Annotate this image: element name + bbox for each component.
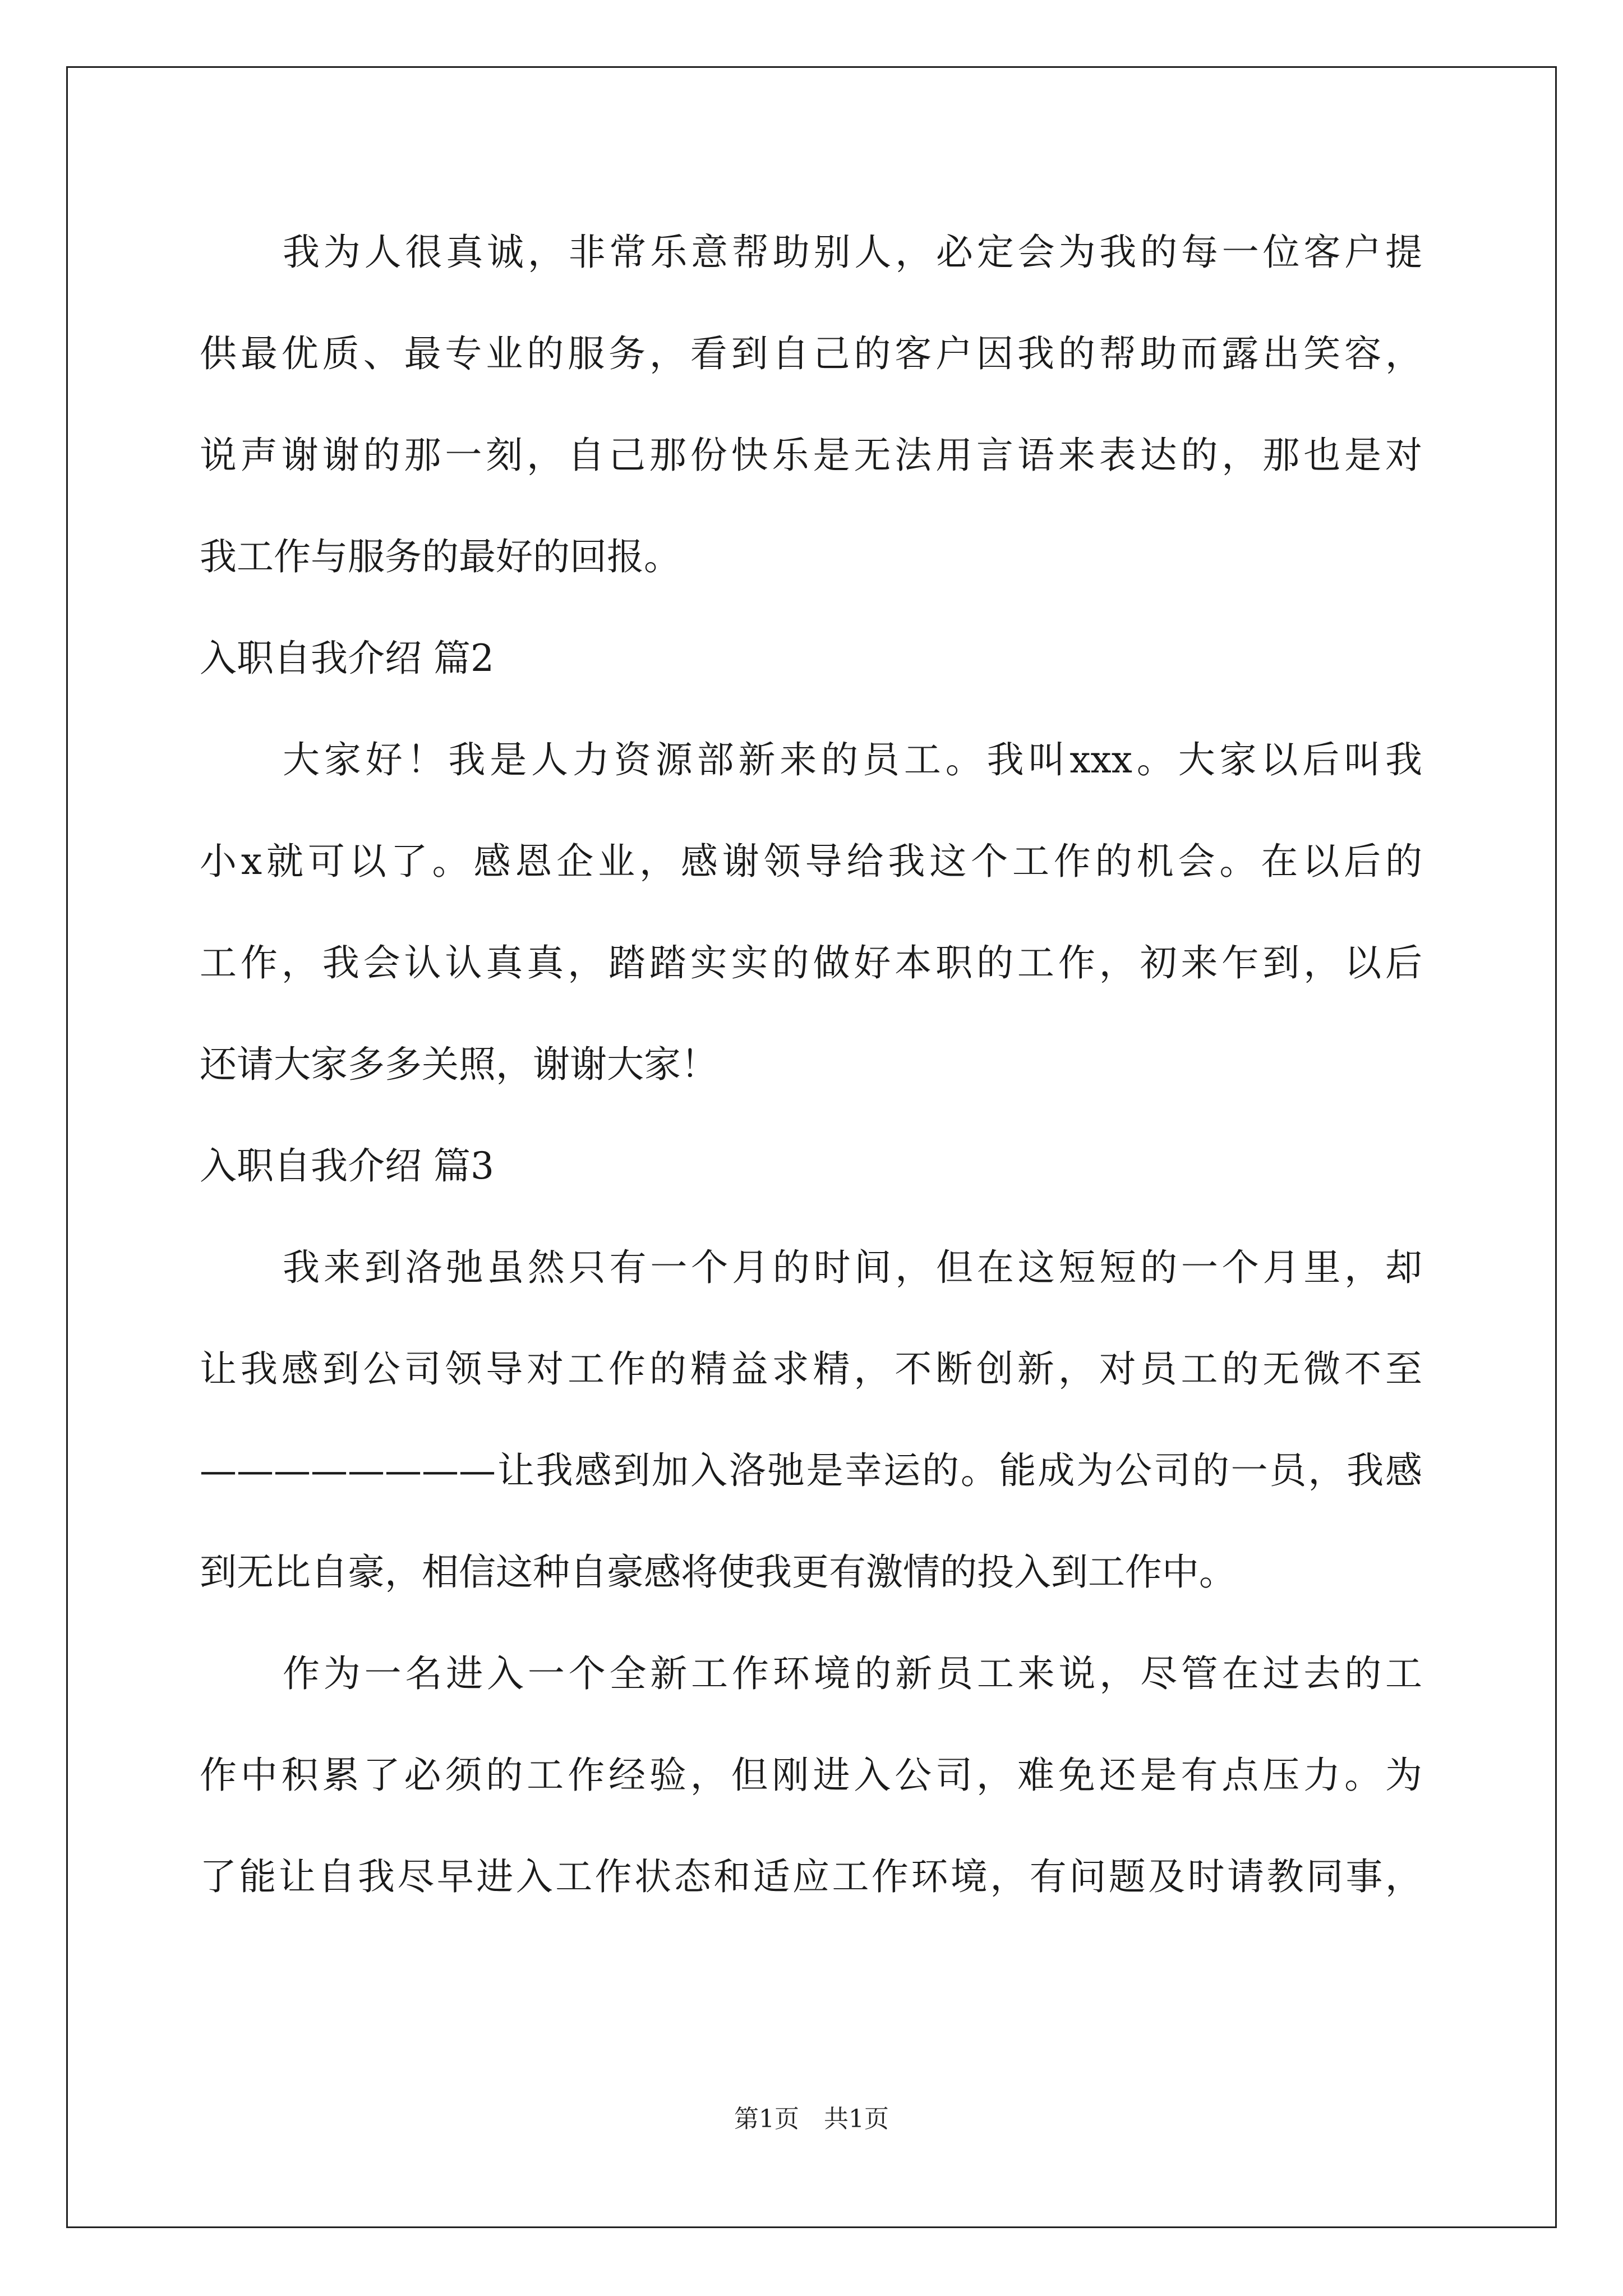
text-line: 我来到洛弛虽然只有一个月的时间，但在这短短的一个月里，却 bbox=[283, 1246, 1422, 1289]
text-line: 我工作与服务的最好的回报。 bbox=[200, 535, 681, 578]
text-line: 工作，我会认认真真，踏踏实实的做好本职的工作，初来乍到，以后 bbox=[200, 941, 1422, 984]
text-line: 大家好！我是人力资源部新来的员工。我叫xxx。大家以后叫我 bbox=[283, 738, 1422, 781]
page-number: 第1页 bbox=[734, 2105, 799, 2133]
section-heading: 入职自我介绍 篇2 bbox=[200, 637, 494, 680]
text-line: 小x就可以了。感恩企业，感谢领导给我这个工作的机会。在以后的 bbox=[200, 840, 1422, 883]
text-line: 说声谢谢的那一刻，自己那份快乐是无法用言语来表达的，那也是对 bbox=[200, 434, 1422, 477]
text-line: 供最优质、最专业的服务，看到自己的客户因我的帮助而露出笑容， bbox=[200, 332, 1422, 375]
text-line: ————————让我感到加入洛弛是幸运的。能成为公司的一员，我感 bbox=[200, 1449, 1422, 1492]
text-line: 了能让自我尽早进入工作状态和适应工作环境，有问题及时请教同事， bbox=[200, 1855, 1422, 1898]
section-heading: 入职自我介绍 篇3 bbox=[200, 1144, 494, 1188]
text-line: 作为一名进入一个全新工作环境的新员工来说，尽管在过去的工 bbox=[283, 1652, 1422, 1695]
text-line: 让我感到公司领导对工作的精益求精，不断创新，对员工的无微不至 bbox=[200, 1347, 1422, 1391]
page-total: 共1页 bbox=[824, 2105, 889, 2133]
text-line: 还请大家多多关照，谢谢大家！ bbox=[200, 1043, 718, 1086]
document-body bbox=[200, 209, 1422, 1935]
text-line: 到无比自豪，相信这种自豪感将使我更有激情的投入到工作中。 bbox=[200, 1550, 1236, 1594]
text-line: 作中积累了必须的工作经验，但刚进入公司，难免还是有点压力。为 bbox=[200, 1754, 1422, 1797]
page-footer bbox=[0, 2102, 1623, 2136]
text-line: 我为人很真诚，非常乐意帮助别人，必定会为我的每一位客户提 bbox=[283, 231, 1422, 274]
